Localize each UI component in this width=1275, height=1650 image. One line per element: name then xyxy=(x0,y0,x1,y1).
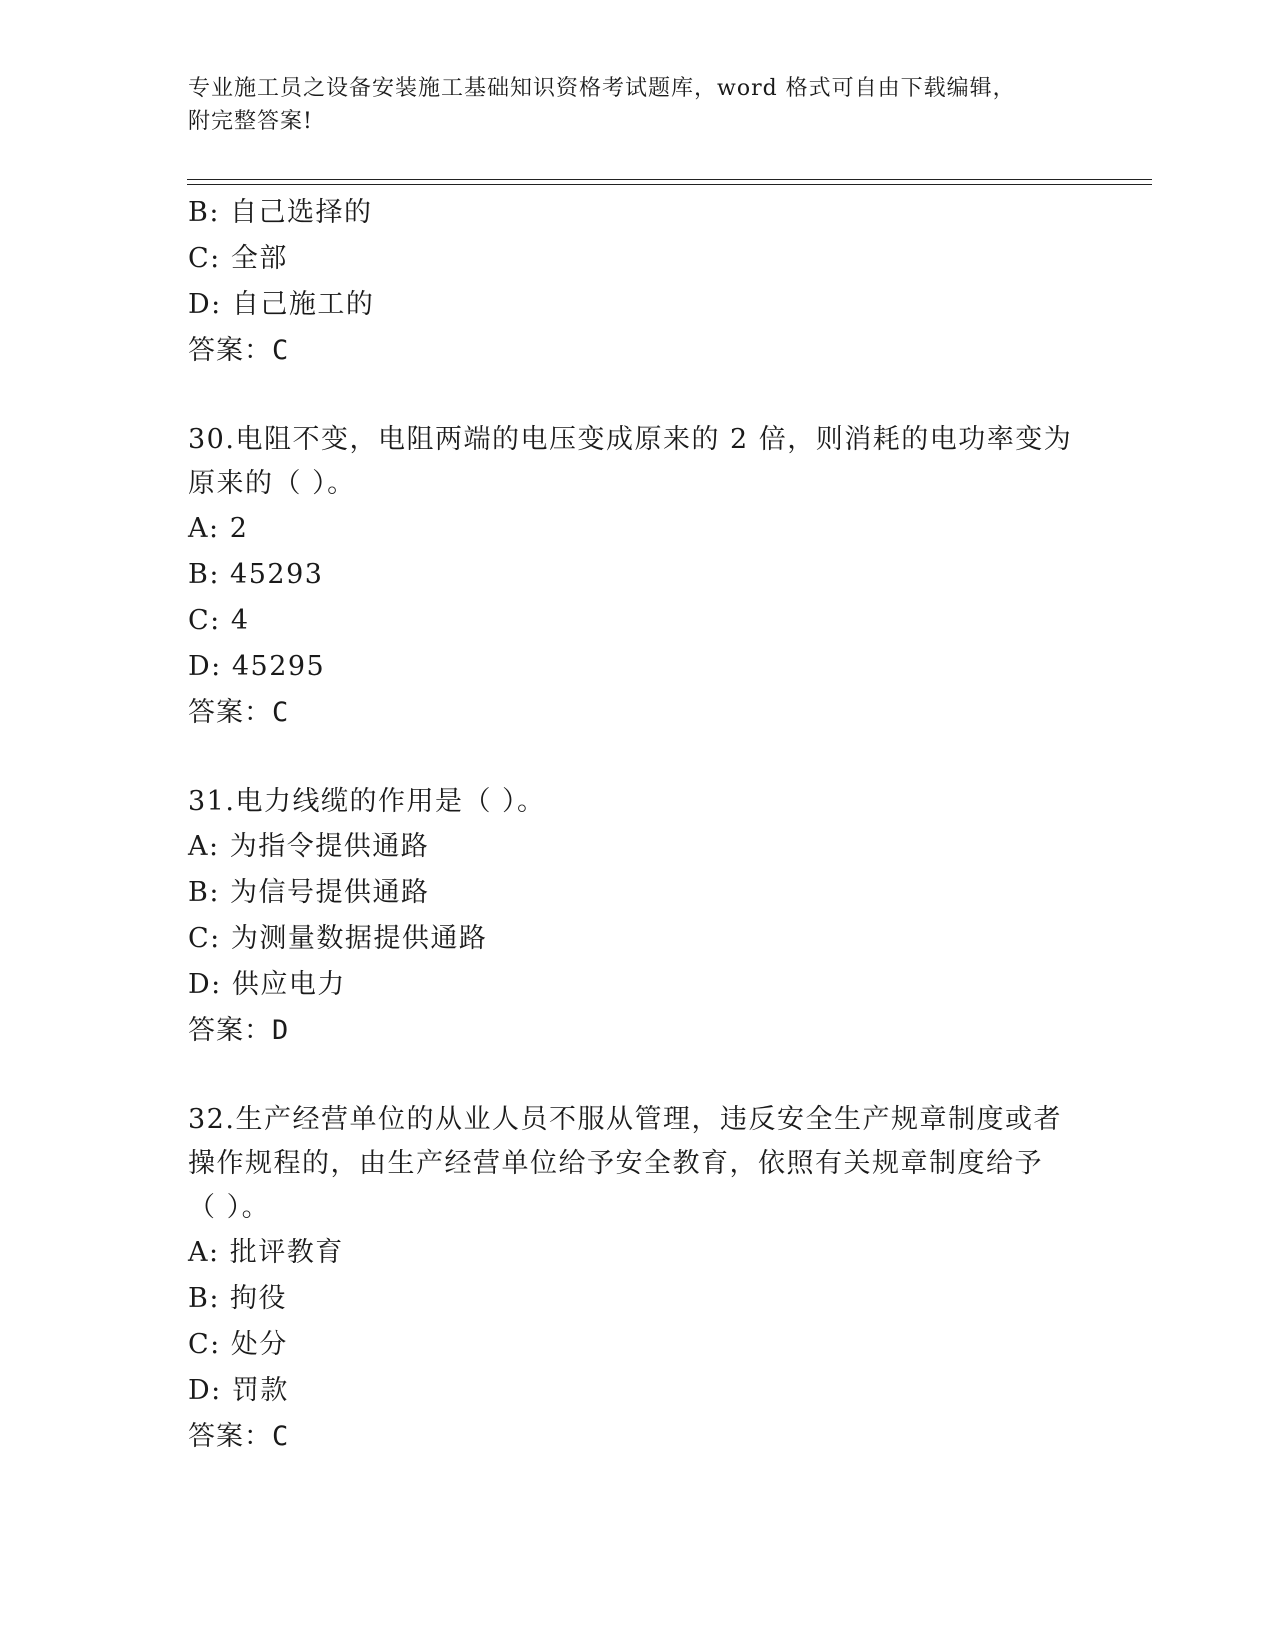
question-29-continuation xyxy=(188,190,1088,374)
option-d: D: 45295 xyxy=(188,651,326,682)
question-text: 31.电力线缆的作用是（ ）。 xyxy=(188,786,546,817)
option-a: A: 为指令提供通路 xyxy=(188,831,430,862)
answer-line: 答案：C xyxy=(188,335,290,366)
question-30 xyxy=(188,418,1088,736)
question-text: 32.生产经营单位的从业人员不服从管理，违反安全生产规章制度或者 操作规程的，由生产经营单位给予安全教育，依照有关规章制度给予 （ ）。 xyxy=(188,1104,1062,1223)
question-32 xyxy=(188,1098,1088,1460)
header-divider-bottom xyxy=(187,184,1152,185)
question-text: 30.电阻不变，电阻两端的电压变成原来的 2 倍，则消耗的电功率变为 原来的（ ）。 xyxy=(188,424,1073,499)
option-c: C: 为测量数据提供通路 xyxy=(188,923,488,954)
option-b: B: 45293 xyxy=(188,559,324,590)
option-c: C: 4 xyxy=(188,605,250,636)
document-header: 专业施工员之设备安装施工基础知识资格考试题库，word 格式可自由下载编辑， 附完整答案! xyxy=(188,76,1016,134)
option-d: D: 自己施工的 xyxy=(188,289,375,320)
option-b: B: 为信号提供通路 xyxy=(188,877,430,908)
option-b: B: 自己选择的 xyxy=(188,197,373,228)
option-a: A: 批评教育 xyxy=(188,1237,344,1268)
question-31 xyxy=(188,780,1088,1054)
option-d: D: 供应电力 xyxy=(188,969,346,1000)
header-divider-top xyxy=(187,179,1152,180)
option-a: A: 2 xyxy=(188,513,249,544)
answer-line: 答案：C xyxy=(188,1421,290,1452)
option-c: C: 处分 xyxy=(188,1329,288,1360)
option-c: C: 全部 xyxy=(188,243,288,274)
option-d: D: 罚款 xyxy=(188,1375,289,1406)
answer-line: 答案：D xyxy=(188,1015,290,1046)
option-b: B: 拘役 xyxy=(188,1283,288,1314)
answer-line: 答案：C xyxy=(188,697,290,728)
question-list xyxy=(188,190,1088,1460)
